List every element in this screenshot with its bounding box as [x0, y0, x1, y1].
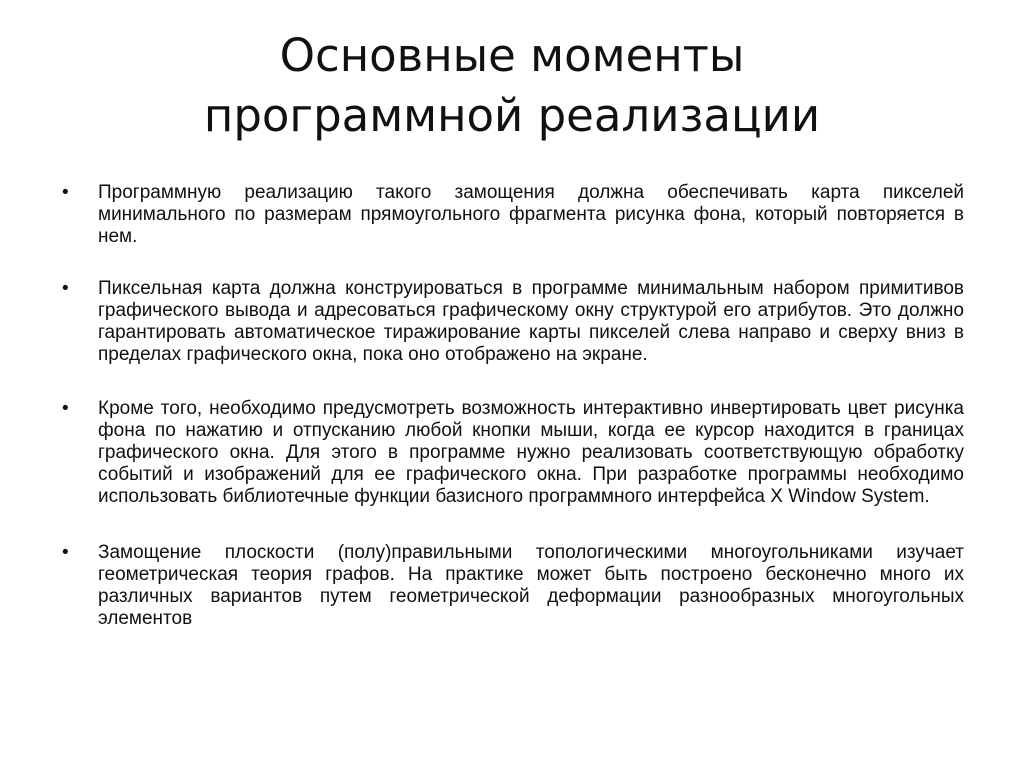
- bullet-item-1: [62, 182, 964, 248]
- bullet-item-3: [62, 398, 964, 508]
- slide-title: [60, 26, 964, 146]
- bullet-item-4: [62, 542, 964, 630]
- slide-title-line-1: Основные моменты: [279, 29, 745, 82]
- bullet-item-2: [62, 278, 964, 366]
- slide-title-line-2: программной реализации: [203, 89, 821, 142]
- bullet-text-2: Пиксельная карта должна конструироваться в программе минимальным набором примитивов графического вывода и адресоваться графическому окну структурой его атрибутов. Это должно гарантировать автоматическое тиражирование карты пикселей слева направо и сверху вниз в пределах графического окна, пока оно отображено на экране.: [98, 278, 964, 365]
- bullet-dot-icon: •: [62, 398, 69, 419]
- bullet-text-1: Программную реализацию такого замощения должна обеспечивать карта пикселей минимального по размерам прямоугольного фрагмента рисунка фона, который повторяется в нем.: [98, 182, 964, 247]
- bullet-text-4: Замощение плоскости (полу)правильными топологическими многоугольниками изучает геометрическая теория графов. На практике может быть построено бесконечно много их различных вариантов путем геометрической деформации разнообразных многоугольных элементов: [98, 542, 964, 629]
- bullet-list: [62, 182, 964, 660]
- bullet-dot-icon: •: [62, 542, 69, 563]
- bullet-text-3: Кроме того, необходимо предусмотреть возможность интерактивно инвертировать цвет рисунка фона по нажатию и отпусканию любой кнопки мыши, когда ее курсор находится в границах графического окна. Для этого в программе нужно реализовать соответствующую обработку событий и изображений для ее графического окна. При разработке программы необходимо использовать библиотечные функции базисного программного интерфейса X Window System.: [98, 398, 964, 507]
- bullet-dot-icon: •: [62, 182, 69, 203]
- bullet-dot-icon: •: [62, 278, 69, 299]
